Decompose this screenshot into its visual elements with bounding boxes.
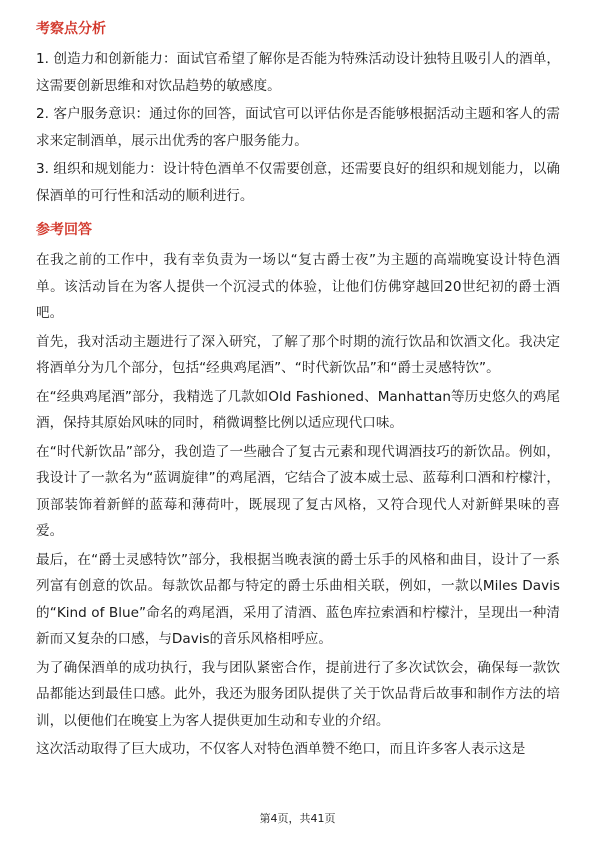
answer-paragraph: 为了确保酒单的成功执行，我与团队紧密合作，提前进行了多次试饮会，确保每一款饮品都能达到最佳口感。此外，我还为服务团队提供了关于饮品背后故事和制作方法的培训，以便他们在晚宴上为客人提供更加生动和专业的介绍。 (36, 659, 560, 729)
analysis-item: 3. 组织和规划能力：设计特色酒单不仅需要创意，还需要良好的组织和规划能力，以确保酒单的可行性和活动的顺利进行。 (36, 161, 560, 204)
analysis-item: 2. 客户服务意识：通过你的回答，面试官可以评估你是否能够根据活动主题和客人的需求来定制酒单，展示出优秀的客户服务能力。 (36, 106, 560, 149)
page-content (36, 18, 560, 765)
answer-paragraph: 在“经典鸡尾酒”部分，我精选了几款如Old Fashioned、Manhattan等历史悠久的鸡尾酒，保持其原始风味的同时，稍微调整比例以适应现代口味。 (36, 388, 560, 431)
answer-paragraph: 在我之前的工作中，我有幸负责为一场以“复古爵士夜”为主题的高端晚宴设计特色酒单。该活动旨在为客人提供一个沉浸式的体验，让他们仿佛穿越回20世纪初的爵士酒吧。 (36, 252, 560, 321)
answer-paragraph: 这次活动取得了巨大成功，不仅客人对特色酒单赞不绝口，而且许多客人表示这是 (36, 741, 526, 757)
answer-paragraph: 在“时代新饮品”部分，我创造了一些融合了复古元素和现代调酒技巧的新饮品。例如，我设计了一款名为“蓝调旋律”的鸡尾酒，它结合了波本威士忌、蓝莓利口酒和柠檬汁，顶部装饰着新鲜的蓝莓和薄荷叶，既展现了复古风格，又符合现代人对新鲜果味的喜爱。 (36, 443, 560, 539)
answer-paragraph: 最后，在“爵士灵感特饮”部分，我根据当晚表演的爵士乐手的风格和曲目，设计了一系列富有创意的饮品。每款饮品都与特定的爵士乐曲相关联，例如，一款以Miles Davis的“Kind of Blue”命名的鸡尾酒，采用了清酒、蓝色库拉索酒和柠檬汁，呈现出一种清新而又复杂的口感，与Davis的音乐风格相呼应。 (36, 551, 560, 647)
analysis-item: 1. 创造力和创新能力：面试官希望了解你是否能为特殊活动设计独特且吸引人的酒单，这需要创新思维和对饮品趋势的敏感度。 (36, 51, 560, 94)
section-title-reference-answer: 参考回答 (36, 222, 92, 238)
page-number: 第4页，共41页 (259, 812, 336, 825)
section-title-analysis: 考察点分析 (36, 21, 106, 37)
answer-paragraph: 首先，我对活动主题进行了深入研究，了解了那个时期的流行饮品和饮酒文化。我决定将酒单分为几个部分，包括“经典鸡尾酒”、“时代新饮品”和“爵士灵感特饮”。 (36, 333, 560, 376)
